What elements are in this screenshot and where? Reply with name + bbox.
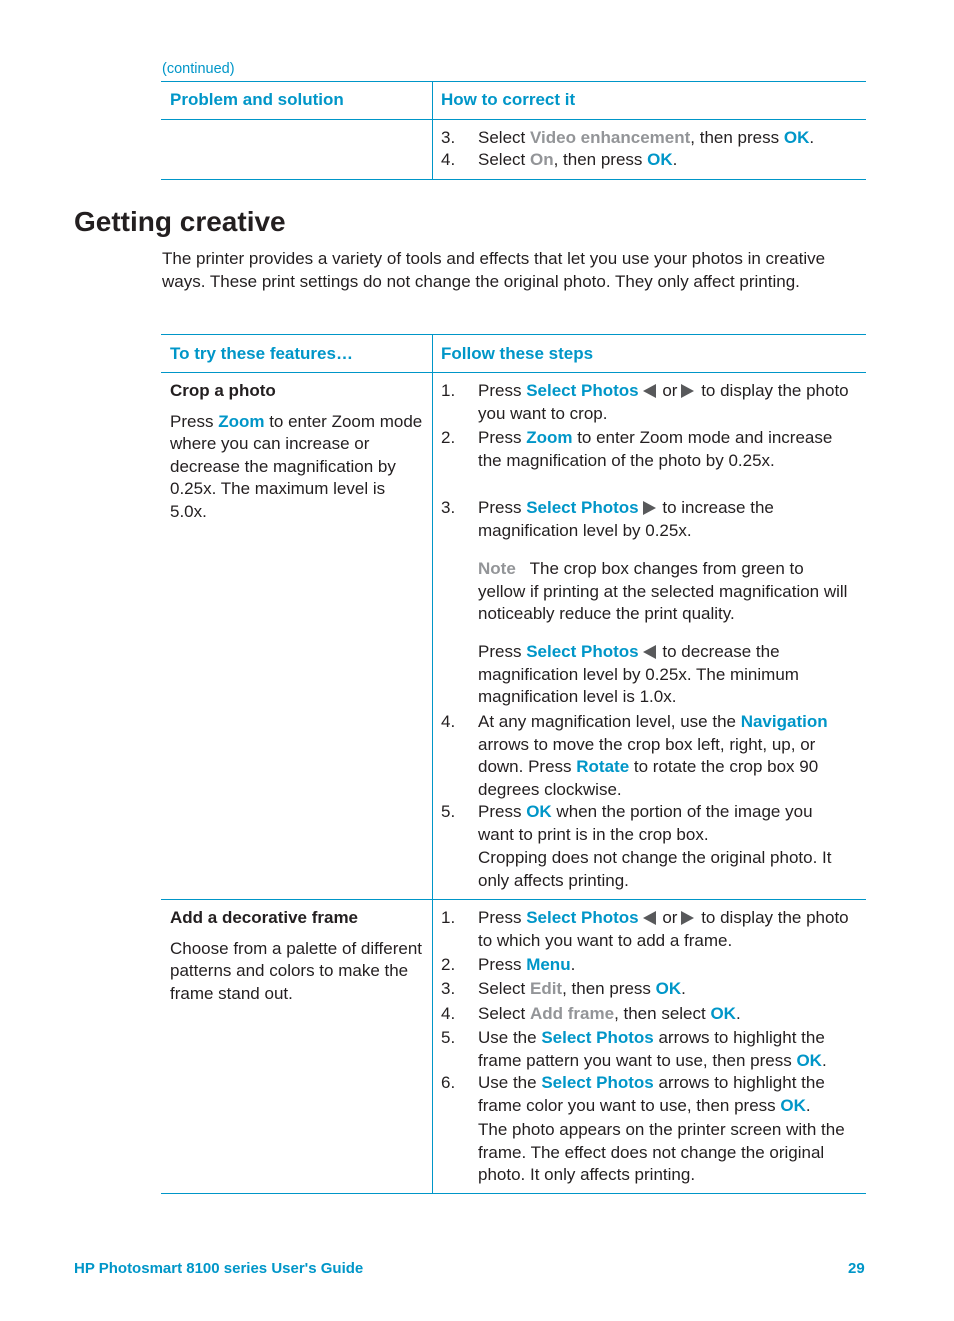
frame-steps-cell: 1. Press Select Photos or to display the photo to which you want to add a frame. 2. Press Menu. 3. Select Edit, then press OK. 4. Select Add frame, then select OK. 5. Use the Select Photos arrows to highlight the frame pattern you want to use, then press OK. 6. Use the Select Photos arrows to highlight the frame color you want to use, then press OK. The photo appears on the printer screen with the frame. The effect does not change the original photo. It only affects printing. — [441, 907, 861, 1192]
step-text: Press Select Photos or to display the photo you want to crop. — [478, 381, 849, 423]
table2-row-rule — [161, 899, 866, 900]
step-text: Select Video enhancement, then press OK. — [478, 128, 815, 147]
crop-feature-cell — [170, 380, 425, 523]
table1-col-divider — [432, 81, 433, 180]
note-text: Note The crop box changes from green to yellow if printing at the selected magnification will noticeably reduce the print quality. — [478, 559, 848, 623]
section-intro: The printer provides a variety of tools and effects that let you use your photos in creative ways. These print settings do not change the original photo. They only affect printing. — [162, 249, 826, 291]
footer-page-number: 29 — [848, 1260, 865, 1277]
step-text: Press Select Photos or to display the photo to which you want to add a frame. — [478, 908, 849, 950]
step-number: 1. — [441, 908, 456, 927]
step-text: Use the Select Photos arrows to highlight the frame color you want to use, then press OK. — [478, 1073, 825, 1115]
frame-feature-cell — [170, 907, 425, 1005]
step-text: At any magnification level, use the Navigation arrows to move the crop box left, right, up, or down. Press Rotate to rotate the crop box 90 degrees clockwise. — [478, 712, 828, 799]
step-number: 5. — [441, 802, 456, 821]
step-text: Press Menu. — [478, 955, 576, 974]
footer-guide-title: HP Photosmart 8100 series User's Guide — [74, 1260, 364, 1277]
table1-header-correct: How to correct it — [441, 90, 576, 109]
table1-header-problem: Problem and solution — [170, 90, 344, 109]
step-number: 5. — [441, 1028, 456, 1047]
step-number: 1. — [441, 381, 456, 400]
step-text: Press Select Photos to decrease the magnification level by 0.25x. The minimum magnification level is 1.0x. — [478, 642, 799, 706]
table2-bottom-rule — [161, 1193, 866, 1194]
crop-steps-cell: 1. Press Select Photos or to display the photo you want to crop. 2. Press Zoom to enter Zoom mode and increase the magnification of the photo by 0.25x. 3. Press Select Photos to increase the magnification level by 0.25x. Note The crop box changes from green to yellow if printing at the selected magnification will noticeably reduce the print quality. Press Select Photos to decrease the magnification level by 0.25x. The minimum magnification level is 1.0x. 4. At any magnification level, use the Navigation arrows to move the crop box left, right, up, or down. Press Rotate to rotate the crop box 90 degrees clockwise. 5. Press OK when the portion of the image you want to print is in the crop box. Cropping does not change the original photo. It only affects printing. — [441, 380, 861, 895]
table2-top-rule — [161, 334, 866, 335]
step-number: 4. — [441, 150, 456, 169]
step-number: 3. — [441, 498, 456, 517]
step-text: Select Edit, then press OK. — [478, 979, 686, 998]
table1-header-rule — [161, 119, 866, 120]
left-arrow-icon — [643, 384, 656, 398]
step-text: Use the Select Photos arrows to highlight the frame pattern you want to use, then press OK. — [478, 1028, 827, 1070]
step-number: 6. — [441, 1073, 456, 1092]
step-text: Press OK when the portion of the image you want to print is in the crop box. — [478, 802, 813, 844]
step-number: 3. — [441, 979, 456, 998]
crop-feature-desc: Press Zoom to enter Zoom mode where you can increase or decrease the magnification by 0.25x. The maximum level is 5.0x. — [170, 411, 423, 521]
right-arrow-icon — [681, 384, 694, 398]
continued-label: (continued) — [162, 61, 235, 77]
table2-col-divider — [432, 334, 433, 1194]
note-label: Note — [478, 559, 516, 578]
frame-feature-desc: Choose from a palette of different patterns and colors to make the frame stand out. — [170, 938, 423, 1003]
right-arrow-icon — [681, 911, 694, 925]
step-number: 3. — [441, 128, 456, 147]
table1-top-rule — [161, 81, 866, 82]
step-number: 4. — [441, 712, 456, 731]
step-text: Press Zoom to enter Zoom mode and increase the magnification of the photo by 0.25x. — [478, 428, 833, 470]
step-text: Select On, then press OK. — [478, 150, 678, 169]
step-number: 2. — [441, 955, 456, 974]
left-arrow-icon — [643, 911, 656, 925]
frame-feature-title: Add a decorative frame — [170, 908, 359, 927]
table2-header-features: To try these features… — [170, 344, 353, 363]
left-arrow-icon — [643, 645, 656, 659]
step-text: Select Add frame, then select OK. — [478, 1004, 741, 1023]
step-number: 2. — [441, 428, 456, 447]
table2-header-steps: Follow these steps — [441, 344, 594, 363]
step-text: Press Select Photos to increase the magnification level by 0.25x. — [478, 498, 774, 540]
table1-bottom-rule — [161, 179, 866, 180]
section-title: Getting creative — [74, 206, 286, 237]
table2-header-rule — [161, 372, 866, 373]
step-number: 4. — [441, 1004, 456, 1023]
right-arrow-icon — [643, 501, 656, 515]
crop-feature-title: Crop a photo — [170, 381, 276, 400]
